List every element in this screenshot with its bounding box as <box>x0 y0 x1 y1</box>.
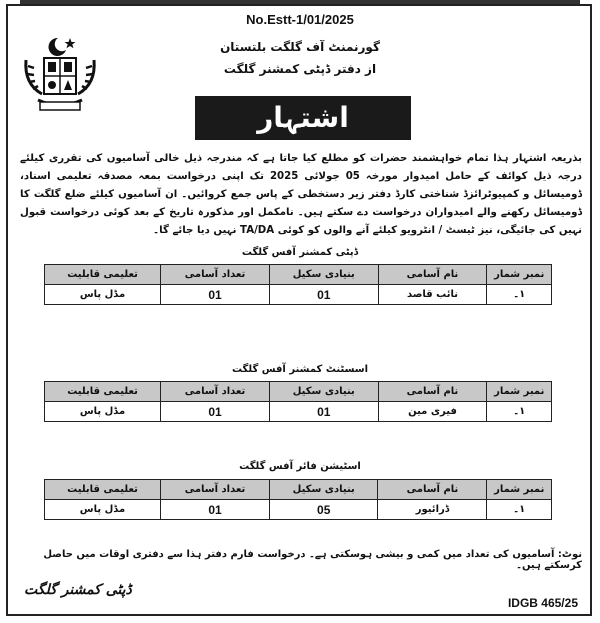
header-scale: بنیادی سکیل <box>269 480 378 500</box>
header-post: نام آسامی <box>378 265 487 285</box>
header-count: تعداد آسامی <box>161 382 270 402</box>
cell-post: فیری مین <box>378 402 487 422</box>
cell-post: نائب قاصد <box>378 285 487 305</box>
cell-serial: ۱۔ <box>487 285 552 305</box>
government-emblem-icon <box>14 32 106 118</box>
header-qualification: تعلیمی قابلیت <box>45 382 161 402</box>
footnote: نوٹ: آسامیوں کی تعداد میں کمی و بیشی ہوسکتی ہے۔ درخواست فارم دفتر ہذا سے دفتری اوقات میں حاصل کرسکتے ہیں۔ <box>43 549 582 571</box>
section-title-dc-office: ڈپٹی کمشنر آفس گلگت <box>241 247 359 258</box>
cell-qualification: مڈل پاس <box>45 402 161 422</box>
header-qualification: تعلیمی قابلیت <box>45 480 161 500</box>
reference-number: No.Estt-1/01/2025 <box>246 12 354 27</box>
cell-serial: ۱۔ <box>487 500 552 520</box>
cell-qualification: مڈل پاس <box>45 285 161 305</box>
advertisement-body: بذریعہ اشتہار ہذا تمام خواہشمند حضرات کو مطلع کیا جاتا ہے کہ مندرجہ ذیل خالی آسامیوں کی تقرری کیلئے درجہ ذیل کوائف کے حامل امیدوار مورخہ 05 جولائی 2025 تک اپنی درخواست بمعہ مصدقہ تعلیمی اسناد، ڈومیسائل و کمپیوٹرائزڈ شناختی کارڈ دفتر زیر دستخطی کے پاس جمع کروائیں۔ ان آسامیوں کیلئے ضلع گلگت کا ڈومیسائل رکھنے والے امیدواران درخواست دے سکتے ہیں۔ نامکمل اور مذکورہ تاریخ کے بعد کوئی درخواست قبول نہیں کی جائیگی، نیز ٹیسٹ / انٹرویو کیلئے آنے والوں کو کوئی TA/DA نہیں دیا جائے گا۔ <box>20 153 582 236</box>
cell-count: 01 <box>161 500 270 520</box>
header-post: نام آسامی <box>378 480 487 500</box>
organization-header <box>170 36 430 80</box>
header-qualification: تعلیمی قابلیت <box>45 265 161 285</box>
cell-scale: 01 <box>270 402 379 422</box>
cell-scale: 01 <box>270 285 379 305</box>
signature-dc-gilgit: ڈپٹی کمشنر گلگت <box>24 582 132 598</box>
posts-table-dc-office <box>44 264 552 305</box>
header-count: تعداد آسامی <box>161 480 270 500</box>
cell-qualification: مڈل پاس <box>45 500 161 520</box>
header-scale: بنیادی سکیل <box>270 265 379 285</box>
header-serial: نمبر شمار <box>487 382 552 402</box>
cell-count: 01 <box>161 285 270 305</box>
section-title-fire-office: اسٹیشن فائر آفس گلگت <box>239 461 361 472</box>
cell-count: 01 <box>161 402 270 422</box>
advertisement-banner: اشتہار <box>195 96 411 140</box>
table-row <box>45 500 552 520</box>
header-post: نام آسامی <box>378 382 487 402</box>
table-header-row <box>45 382 552 402</box>
cell-scale: 05 <box>269 500 378 520</box>
section-title-ac-office: اسسٹنٹ کمشنر آفس گلگت <box>231 364 369 375</box>
posts-table-ac-office <box>44 381 552 422</box>
table-row <box>45 285 552 305</box>
cell-post: ڈرائیور <box>378 500 487 520</box>
table-row <box>45 402 552 422</box>
header-count: تعداد آسامی <box>161 265 270 285</box>
table-header-row <box>45 265 552 285</box>
header-serial: نمبر شمار <box>487 480 552 500</box>
org-line-2: از دفتر ڈپٹی کمشنر گلگت <box>223 62 377 76</box>
header-scale: بنیادی سکیل <box>270 382 379 402</box>
org-line-1: گورنمنٹ آف گلگت بلتستان <box>220 40 380 54</box>
cell-serial: ۱۔ <box>487 402 552 422</box>
table-header-row <box>45 480 552 500</box>
idgb-number: IDGB 465/25 <box>507 596 578 610</box>
posts-table-fire-office <box>44 479 552 520</box>
header-serial: نمبر شمار <box>487 265 552 285</box>
